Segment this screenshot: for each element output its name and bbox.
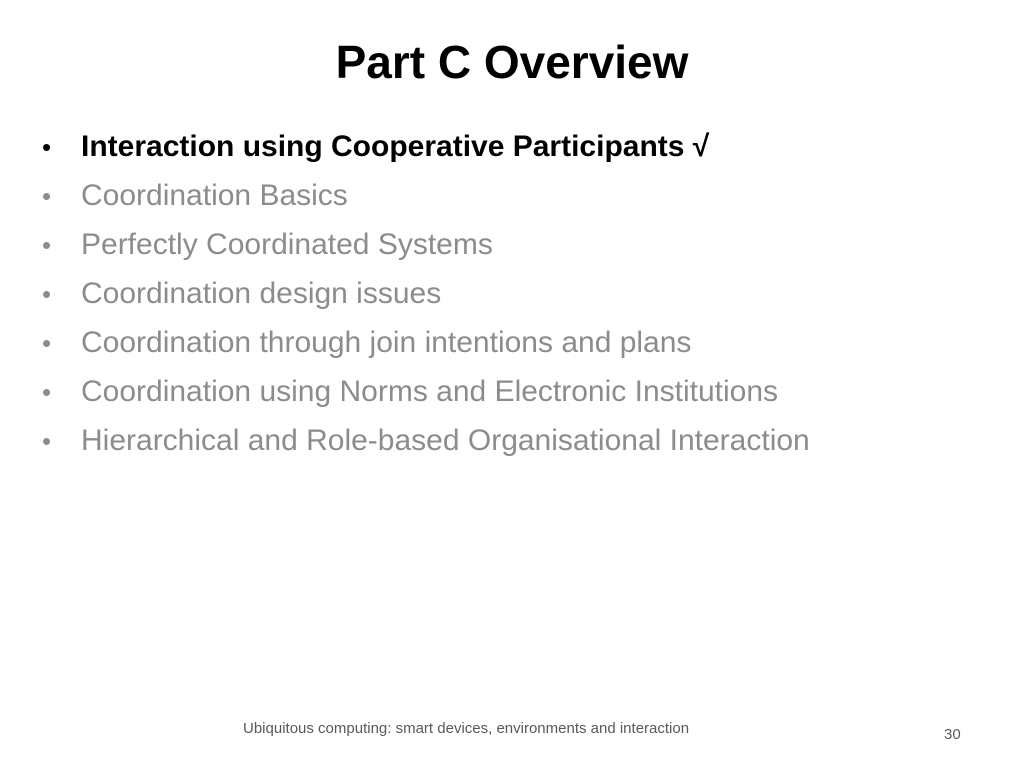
bullet-list — [42, 122, 1002, 465]
bullet-item — [42, 367, 1002, 416]
bullet-item — [42, 122, 1002, 171]
bullet-text: Coordination design issues — [81, 277, 442, 310]
bullet-text: Coordination through join intentions and plans — [81, 326, 692, 359]
bullet-item — [42, 269, 1002, 318]
bullet-item — [42, 220, 1002, 269]
bullet-text: Interaction using Cooperative Participants √ — [81, 130, 710, 163]
bullet-item — [42, 416, 1002, 465]
bullet-dot-icon: • — [42, 132, 52, 162]
bullet-text: Coordination Basics — [81, 179, 348, 212]
bullet-text: Perfectly Coordinated Systems — [81, 228, 493, 261]
bullet-text: Hierarchical and Role-based Organisational Interaction — [81, 424, 810, 457]
page-number: 30 — [944, 726, 961, 743]
bullet-dot-icon: • — [42, 279, 52, 309]
bullet-dot-icon: • — [42, 181, 52, 211]
bullet-dot-icon: • — [42, 230, 52, 260]
slide-title: Part C Overview — [335, 36, 689, 88]
bullet-dot-icon: • — [42, 377, 52, 407]
bullet-dot-icon: • — [42, 328, 52, 358]
slide-footer: Ubiquitous computing: smart devices, environments and interaction — [243, 720, 690, 737]
bullet-dot-icon: • — [42, 426, 52, 456]
bullet-item — [42, 171, 1002, 220]
bullet-text: Coordination using Norms and Electronic Institutions — [81, 375, 779, 408]
bullet-item — [42, 318, 1002, 367]
